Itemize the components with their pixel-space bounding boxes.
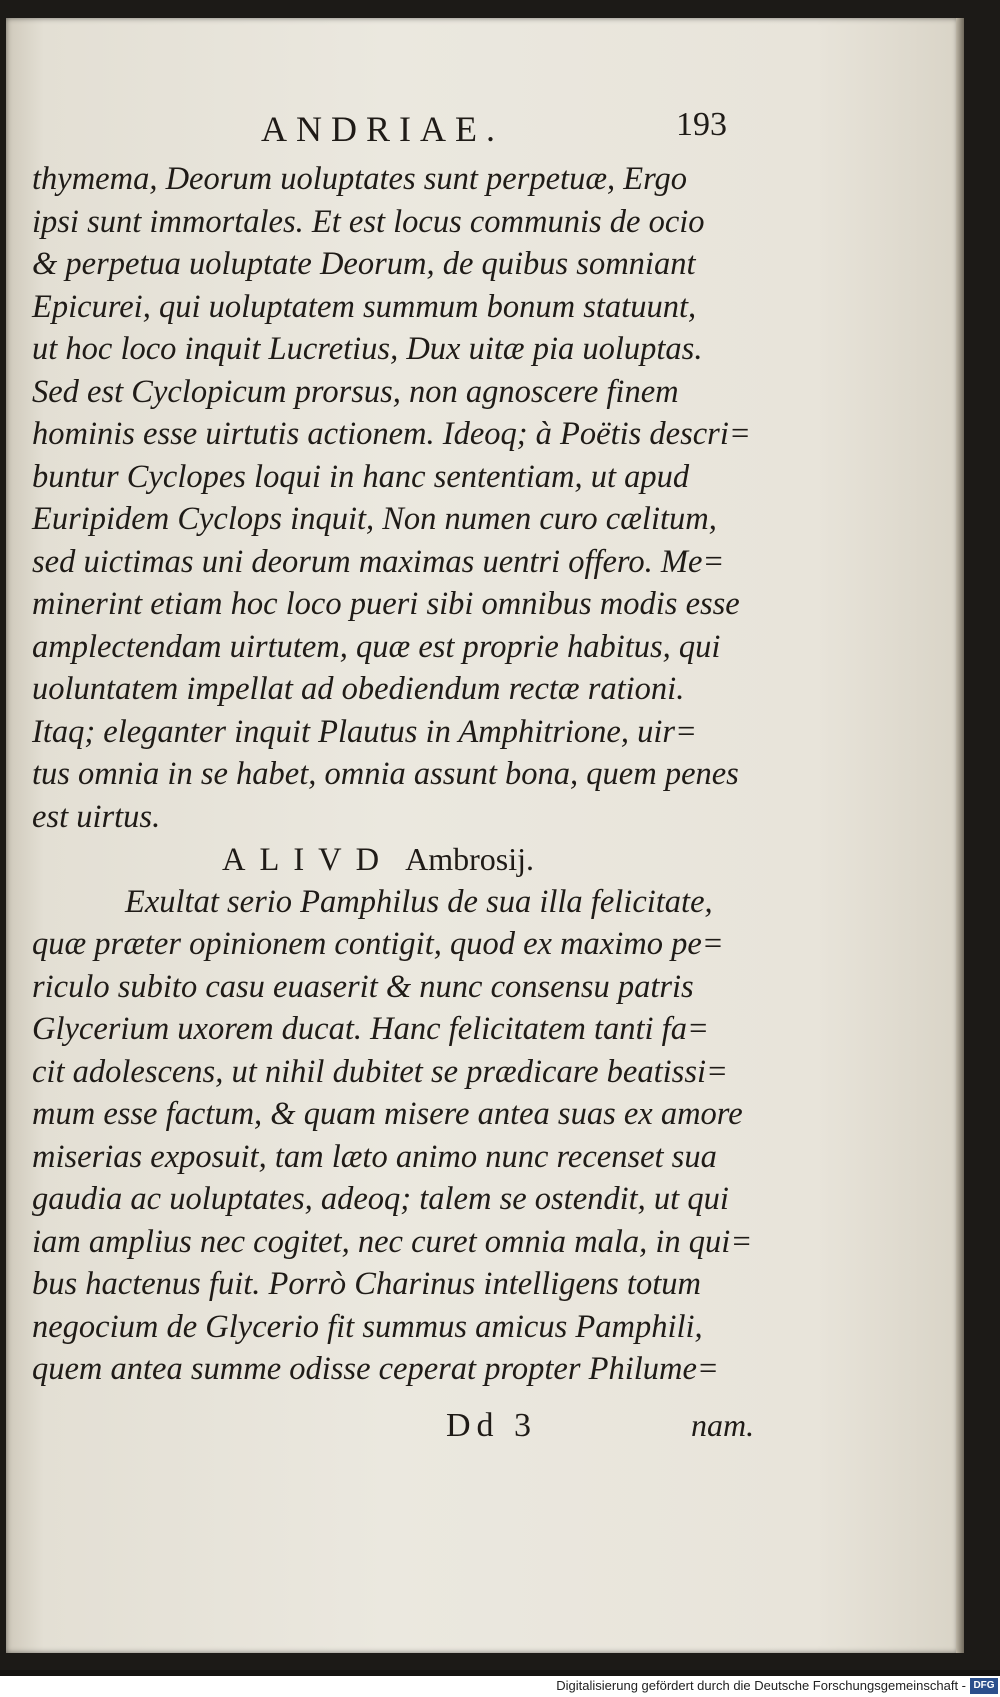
text-line: minerint etiam hoc loco pueri sibi omnibus modis esse <box>32 586 740 622</box>
text-line: uoluntatem impellat ad obediendum rectæ rationi. <box>32 671 685 707</box>
section-heading <box>32 838 752 881</box>
text-line: Glycerium uxorem ducat. Hanc felicitatem tanti fa= <box>32 1011 709 1047</box>
dfg-logo-icon: DFG <box>970 1678 998 1694</box>
text-line: thymema, Deorum uoluptates sunt perpetuæ, Ergo <box>32 161 688 197</box>
text-line: Epicurei, qui uoluptatem summum bonum statuunt, <box>32 288 697 325</box>
page-number: 193 <box>676 106 727 143</box>
section-heading-label: ALIVD <box>222 842 394 878</box>
text-line: iam amplius nec cogitet, nec curet omnia mala, in qui= <box>32 1223 753 1260</box>
text-line: buntur Cyclopes loqui in hanc sententiam, ut apud <box>32 458 690 495</box>
text-line: gaudia ac uoluptates, adeoq; talem se ostendit, ut qui <box>32 1181 729 1217</box>
text-line: quæ præter opinionem contigit, quod ex maximo pe= <box>32 926 724 962</box>
text-line: est uirtus. <box>32 798 161 835</box>
signature-mark: Dd 3 <box>446 1407 538 1444</box>
text-line: Sed est Cyclopicum prorsus, non agnoscere finem <box>32 373 679 410</box>
text-line: cit adolescens, ut nihil dubitet se prædicare beatissi= <box>32 1053 728 1090</box>
catchword: nam. <box>691 1407 755 1443</box>
text-line: quem antea summe odisse ceperat propter Philume= <box>32 1351 719 1387</box>
body-text <box>32 158 752 1391</box>
book-page <box>6 18 958 1653</box>
page-header <box>6 96 958 156</box>
text-line: Exultat serio Pamphilus de sua illa felicitate, <box>125 883 713 920</box>
running-head: ANDRIAE. <box>261 109 504 149</box>
text-line: bus hactenus fuit. Porrò Charinus intelligens totum <box>32 1266 701 1302</box>
text-line: amplectendam uirtutem, quæ est proprie habitus, qui <box>32 628 721 665</box>
text-line: sed uictimas uni deorum maximas uentri offero. Me= <box>32 543 725 580</box>
text-line: negocium de Glycerio fit summus amicus Pamphili, <box>32 1308 703 1345</box>
section-heading-author: Ambrosij. <box>405 841 534 877</box>
text-line: hominis esse uirtutis actionem. Ideoq; à Poëtis descri= <box>32 416 751 452</box>
text-line: ipsi sunt immortales. Et est locus communis de ocio <box>32 203 705 240</box>
text-line: miserias exposuit, tam læto animo nunc recenset sua <box>32 1138 717 1175</box>
text-line: tus omnia in se habet, omnia assunt bona, quem penes <box>32 756 739 792</box>
text-line: ut hoc loco inquit Lucretius, Dux uitæ pia uoluptas. <box>32 331 703 367</box>
text-line: Euripidem Cyclops inquit, Non numen curo cælitum, <box>32 501 717 537</box>
text-line: riculo subito casu euaserit & nunc consensu patris <box>32 968 694 1005</box>
credit-text: Digitalisierung gefördert durch die Deutsche Forschungsgemeinschaft - <box>556 1678 966 1693</box>
credit-bar <box>0 1676 1000 1697</box>
text-line: Itaq; eleganter inquit Plautus in Amphitrione, uir= <box>32 713 697 750</box>
text-line: mum esse factum, & quam misere antea suas ex amore <box>32 1096 743 1132</box>
text-line: & perpetua uoluptate Deorum, de quibus somniant <box>32 246 696 282</box>
page-footer <box>6 1403 958 1453</box>
